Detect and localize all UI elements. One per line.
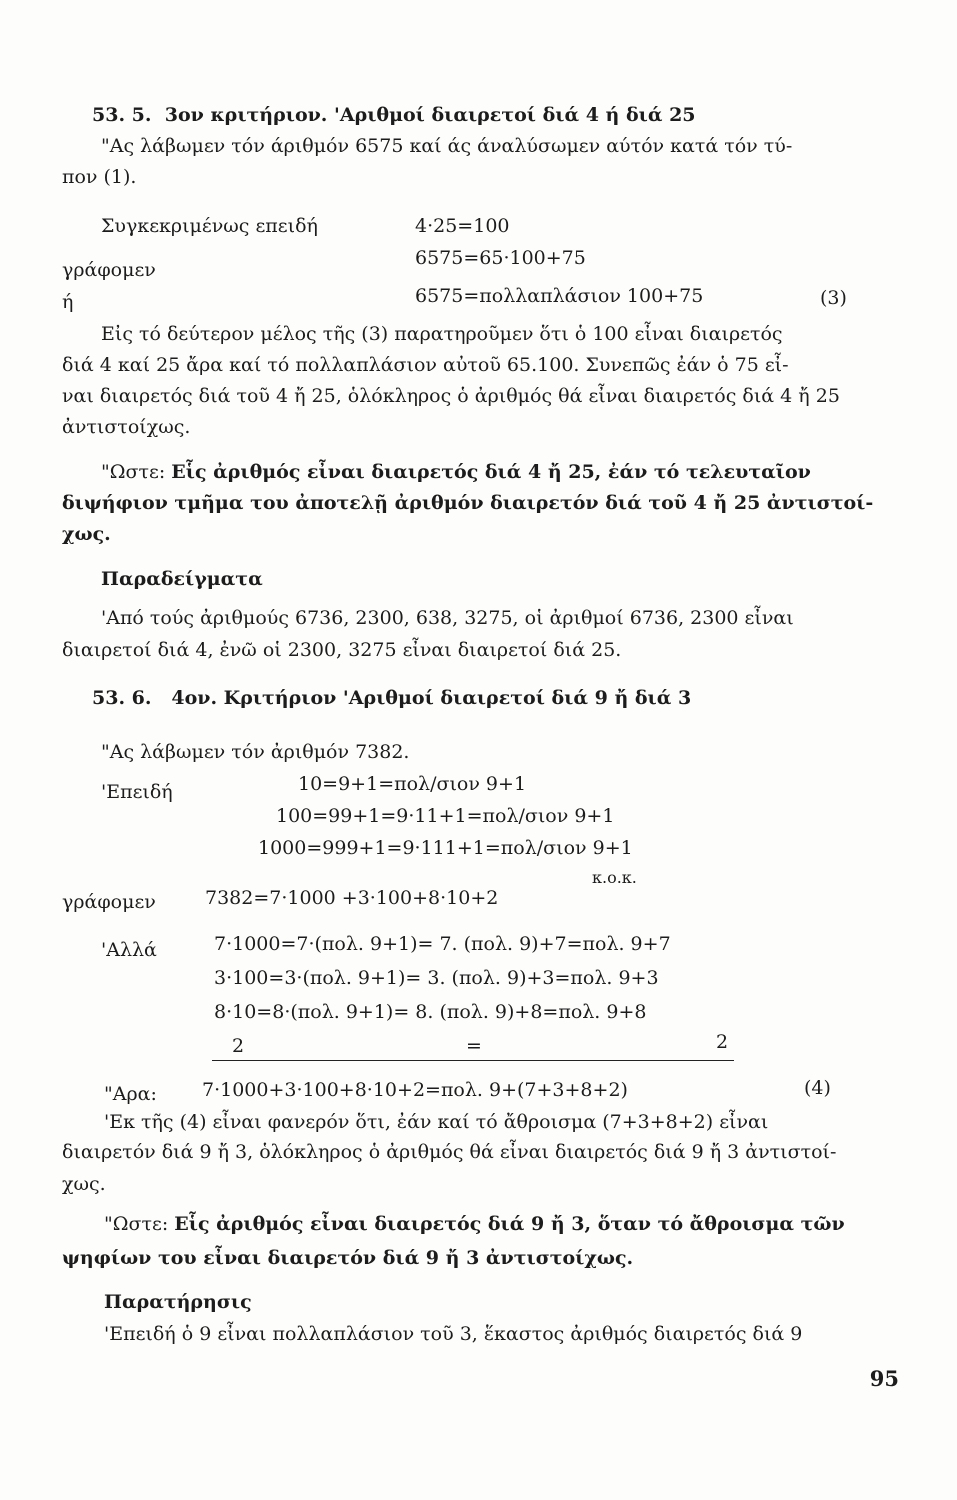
conclusion-line-2: διαιρετόν διά 9 ἤ 3, ὁλόκληρος ὁ ἀριθμός θά εἶναι διαιρετός διά 9 ἤ 3 ἀντιστοί- <box>62 1141 837 1163</box>
therefore-tag: (4) <box>804 1077 831 1099</box>
note-line-1: 'Επειδή ὁ 9 εἶναι πολλαπλάσιον τοῦ 3, ἕκαστος ἀριθμός διαιρετός διά 9 <box>104 1323 803 1345</box>
intro-line-2: πον (1). <box>62 166 137 188</box>
rule-text: Εἷς ἀριθμός εἶναι διαιρετός διά 4 ἤ 25, ἐάν τό τελευταῖον <box>171 461 811 483</box>
etc-label: κ.ο.κ. <box>592 868 637 887</box>
but-equation-2: 3·100=3·(πολ. 9+1)= 3. (πολ. 9)+3=πολ. 9+3 <box>214 967 659 989</box>
conclusion-line-3: χως. <box>62 1173 106 1195</box>
rule-line-3: χως. <box>62 523 111 545</box>
section-number: 53. 6. <box>92 687 152 709</box>
intro-line-1: "Ας λάβωμεν τόν άριθμόν 6575 καί άς άναλύσωμεν αύτόν κατά τόν τύ- <box>101 135 793 157</box>
since-label: 'Επειδή <box>101 781 173 803</box>
examples-line-2: διαιρετοί διά 4, ἐνῶ οἱ 2300, 3275 εἶναι διαιρετοί διά 25. <box>62 639 622 661</box>
two-equals: = <box>466 1035 482 1057</box>
therefore-label: "Αρα: <box>104 1083 157 1105</box>
examples-heading: Παραδείγματα <box>101 568 263 590</box>
paragraph-line-3: ναι διαιρετός διά τοῦ 4 ἤ 25, ὁλόκληρος ὁ ἀριθμός θά εἶναι διαιρετός διά 4 ἤ 25 <box>62 385 840 407</box>
section-title: 4ον. Κριτήριον 'Αριθμοί διαιρετοί διά 9 ἤ διά 3 <box>171 687 692 709</box>
write-equation: 7382=7·1000 +3·100+8·10+2 <box>205 887 499 909</box>
write-label: γράφομεν <box>62 891 156 913</box>
spec-label: Συγκεκριμένως επειδή <box>101 215 318 237</box>
rule-line-2: διψήφιον τμῆμα του ἀποτελῇ ἀριθμόν διαιρετόν διά τοῦ 4 ἤ 25 ἀντιστοί- <box>62 492 874 514</box>
paragraph-line-4: ἀντιστοίχως. <box>62 416 191 438</box>
rule-prefix: "Ωστε: <box>101 461 166 483</box>
equation-2: 6575=πολλαπλάσιον 100+75 <box>415 285 704 307</box>
rule-text: Εἷς ἀριθμός εἶναι διαιρετός διά 9 ἤ 3, ὅταν τό ἄθροισμα τῶν <box>174 1213 845 1235</box>
equation-1: 6575=65·100+75 <box>415 247 586 269</box>
intro-line: "Ας λάβωμεν τόν ἀριθμόν 7382. <box>101 741 410 763</box>
conclusion-line-1: 'Εκ τῆς (4) εἶναι φανερόν ὅτι, ἐάν καί τό ἄθροισμα (7+3+8+2) εἶναι <box>104 1111 769 1133</box>
section-53-5-heading <box>92 103 696 127</box>
section-53-6-heading <box>92 686 691 710</box>
page-number: 95 <box>869 1366 899 1391</box>
spec-equation: 4·25=100 <box>415 215 510 237</box>
section-title: 3ον κριτήριον. 'Αριθμοί διαιρετοί διά 4 ή διά 25 <box>164 104 696 126</box>
section-number: 53. 5. <box>92 104 152 126</box>
therefore-equation: 7·1000+3·100+8·10+2=πολ. 9+(7+3+8+2) <box>202 1079 628 1101</box>
rule-prefix: "Ωστε: <box>104 1213 169 1235</box>
paragraph-line-2: διά 4 καί 25 ἄρα καί τό πολλαπλάσιον αὐτοῦ 65.100. Συνεπῶς ἐάν ὁ 75 εἶ- <box>62 354 789 376</box>
but-equation-1: 7·1000=7·(πολ. 9+1)= 7. (πολ. 9)+7=πολ. 9+7 <box>214 933 671 955</box>
since-equation-2: 100=99+1=9·11+1=πολ/σιον 9+1 <box>276 805 615 827</box>
since-equation-3: 1000=999+1=9·111+1=πολ/σιον 9+1 <box>258 837 633 859</box>
note-heading: Παρατήρησις <box>104 1291 252 1313</box>
write-label: γράφομεν <box>62 259 156 281</box>
sum-underline <box>212 1060 734 1061</box>
but-label: 'Αλλά <box>101 939 157 961</box>
examples-line-1: 'Από τούς ἀριθμούς 6736, 2300, 638, 3275, οἱ ἀριθμοί 6736, 2300 εἶναι <box>101 607 794 629</box>
two-right: 2 <box>716 1031 729 1053</box>
rule-line-1 <box>101 460 811 484</box>
but-equation-3: 8·10=8·(πολ. 9+1)= 8. (πολ. 9)+8=πολ. 9+8 <box>214 1001 647 1023</box>
equation-2-tag: (3) <box>820 287 847 309</box>
since-equation-1: 10=9+1=πολ/σιον 9+1 <box>298 773 527 795</box>
paragraph-line-1: Εἰς τό δεύτερον μέλος τῆς (3) παρατηροῦμεν ὅτι ὁ 100 εἶναι διαιρετός <box>101 323 783 345</box>
or-label: ή <box>62 291 74 313</box>
rule-line-2: ψηφίων του εἶναι διαιρετόν διά 9 ἤ 3 ἀντιστοίχως. <box>62 1247 634 1269</box>
rule-line-1 <box>104 1212 845 1236</box>
two-left: 2 <box>232 1035 245 1057</box>
